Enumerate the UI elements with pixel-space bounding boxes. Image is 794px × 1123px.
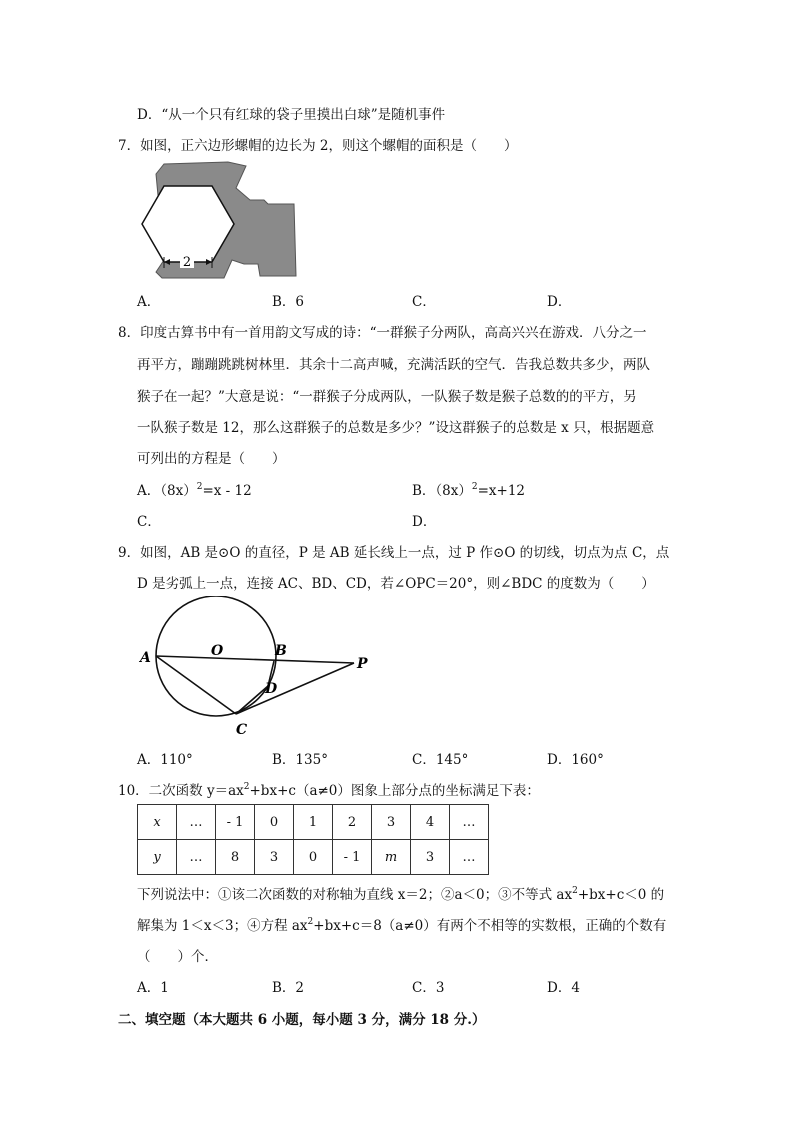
table-cell: x [138, 805, 177, 840]
q10-line-4: （ ）个． [137, 949, 218, 965]
table-cell: 3 [255, 840, 294, 875]
q8-option-c: C． [137, 514, 161, 530]
q9-circle-figure [134, 596, 384, 742]
label-p: P [357, 656, 368, 672]
table-cell: … [177, 805, 216, 840]
q7-option-b: B．6 [272, 294, 305, 310]
table-cell: m [372, 840, 411, 875]
table-row-x [138, 805, 489, 840]
line-ac [156, 656, 236, 714]
table-cell: - 1 [333, 840, 372, 875]
q8-line-4: 一队猴子数是 12，那么这群猴子的总数是多少？”设这群猴子的总数是 x 只，根据题意 [137, 420, 655, 436]
q9-line-1: 9．如图，AB 是⊙O 的直径，P 是 AB 延长线上一点，过 P 作⊙O 的切线，切点为点 C，点 [118, 545, 670, 561]
q9-option-c: C．145° [412, 752, 469, 768]
table-cell: … [450, 840, 489, 875]
q7-option-a: A． [137, 294, 161, 310]
table-cell: … [177, 840, 216, 875]
label-c: C [236, 722, 248, 738]
q8-line-3: 猴子在一起？”大意是说：“一群猴子分成两队，一队猴子数是猴子总数的的平方，另 [137, 389, 637, 405]
q10-option-c: C．3 [412, 980, 445, 996]
table-cell: 8 [216, 840, 255, 875]
q10-line-3: 解集为 1＜x＜3；④方程 $ax^2+bx+c=8(a\ne 0)$有两个不相等的实数根，正确的个数有 [137, 917, 667, 934]
line-cd [236, 686, 268, 714]
q9-option-a: A．110° [137, 752, 193, 768]
q10-line-2: 下列说法中：①该二次函数的对称轴为直线 x＝2；②a＜0；③不等式 $ax^2+bx+c<0$ 的 [137, 886, 665, 903]
q8-line-1: 8．印度古算书中有一首用韵文写成的诗：“一群猴子分两队，高高兴兴在游戏．八分之一 [118, 325, 647, 341]
label-d: D [265, 681, 278, 697]
q7-wrench-figure [134, 160, 304, 280]
table-cell: 3 [372, 805, 411, 840]
table-cell: 2 [333, 805, 372, 840]
q8-line-5: 可列出的方程是（ ） [137, 451, 286, 467]
line-cp [236, 663, 354, 714]
q7-option-c: C． [412, 294, 436, 310]
q7-option-d: D． [547, 294, 572, 310]
q7-stem: 7．如图，正六边形螺帽的边长为 2，则这个螺帽的面积是（ ） [118, 138, 518, 154]
q9-option-d: D．160° [547, 752, 604, 768]
q8-option-a: A．$(8x)^2=x - 12$ [137, 482, 252, 499]
table-cell: 0 [294, 840, 333, 875]
table-cell: y [138, 840, 177, 875]
q9-option-b: B．135° [272, 752, 328, 768]
q10-stem: 10．二次函数 $y=ax^2+bx+c(a\ne 0)$图象上部分点的坐标满足下表： [118, 782, 540, 799]
label-b: B [275, 643, 287, 659]
table-cell: 1 [294, 805, 333, 840]
q10-table [137, 804, 489, 875]
q8-option-d: D． [412, 514, 437, 530]
dimension-label: 2 [182, 255, 192, 270]
table-cell: … [450, 805, 489, 840]
section-2-heading: 二、填空题（本大题共 6 小题，每小题 3 分，满分 18 分.） [118, 1012, 486, 1028]
table-cell: 0 [255, 805, 294, 840]
label-o: O [211, 643, 224, 659]
q8-option-b: B．$(8x)^2=x+12$ [412, 482, 526, 499]
q8-line-2: 再平方，蹦蹦跳跳树林里．其余十二高声喊，充满活跃的空气．告我总数共多少，两队 [137, 357, 650, 373]
q10-option-d: D．4 [547, 980, 580, 996]
line-ap [156, 656, 354, 663]
label-a: A [140, 650, 151, 666]
q10-option-a: A．1 [137, 980, 169, 996]
q10-option-b: B．2 [272, 980, 305, 996]
table-row-y [138, 840, 489, 875]
q9-line-2: D 是劣弧上一点，连接 AC、BD、CD，若∠OPC＝20°，则∠BDC 的度数为（ ） [137, 576, 655, 592]
table-cell: - 1 [216, 805, 255, 840]
q6-option-d: D．“从一个只有红球的袋子里摸出白球”是随机事件 [137, 107, 446, 123]
table-cell: 3 [411, 840, 450, 875]
table-cell: 4 [411, 805, 450, 840]
